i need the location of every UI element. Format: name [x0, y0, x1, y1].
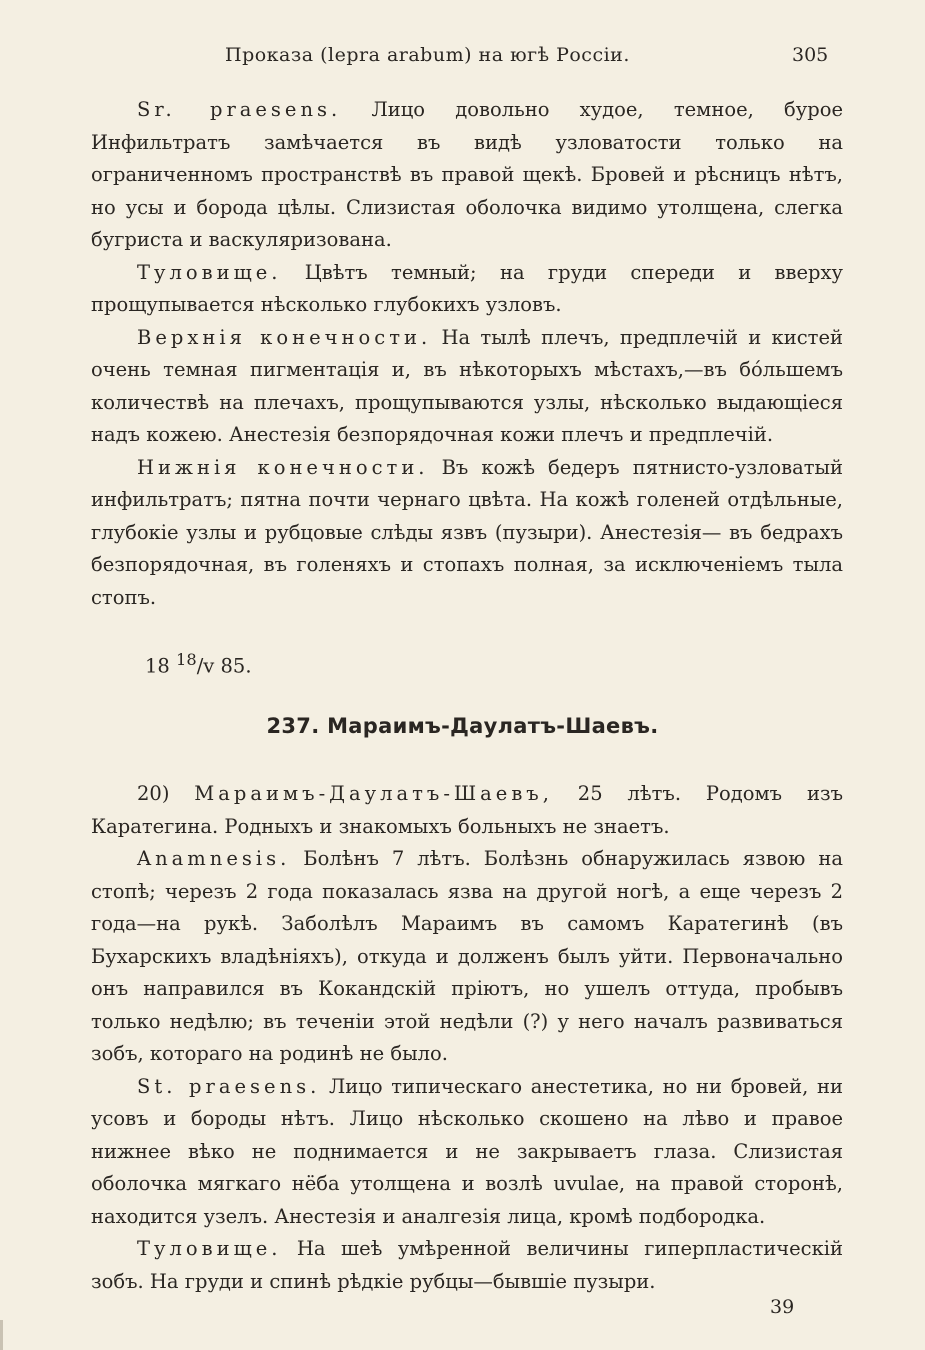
status-praesens-paragraph [91, 94, 843, 257]
trunk-paragraph [91, 1233, 843, 1298]
examination-date [145, 650, 252, 678]
date-day: 18 [176, 650, 197, 669]
anamnesis-label: Anamnesis. [137, 847, 291, 870]
status-praesens-text: Лицо довольно худое, темное, бурое Инфильтратъ замѣчается въ видѣ узловатости только на ограниченномъ пространствѣ въ правой щекѣ. Бровей и рѣсницъ нѣтъ, но усы и борода цѣлы. Слизистая оболочка видимо утолщена, слегка бугриста и васкуляризована. [91, 98, 844, 251]
lower-limbs-paragraph [91, 452, 843, 615]
anamnesis-text: Болѣнъ 7 лѣтъ. Болѣзнь обнаружилась язвою на стопѣ; черезъ 2 года показалась язва на другой ногѣ, а еще черезъ 2 года—на рукѣ. Заболѣлъ Мараимъ въ самомъ Каратегинѣ (въ Бухарскихъ владѣніяхъ), откуда и долженъ былъ уйти. Первоначально онъ направился въ Кокандскій пріютъ, но ушелъ оттуда, пробывъ только недѣлю; въ теченіи этой недѣли (?) у него началъ развиваться зобъ, котораго на родинѣ не было. [91, 847, 843, 1065]
case-236-continued [91, 94, 843, 614]
anamnesis-paragraph [91, 843, 843, 1071]
patient-name: Мараимъ-Даулатъ-Шаевъ, [194, 782, 553, 805]
date-year-prefix: 18 [145, 654, 170, 678]
trunk-text: На шеѣ умѣренной величины гиперпластическій зобъ. На груди и спинѣ рѣдкіе рубцы—бывшіе пузыри. [91, 1237, 843, 1293]
page-edge-mark [0, 1320, 3, 1350]
page-number: 305 [792, 44, 829, 66]
case-number: 20) [137, 782, 170, 805]
status-praesens-label: St. praesens. [137, 1074, 321, 1098]
upper-limbs-text: На тылѣ плечъ, предплечій и кистей очень темная пигментація и, въ нѣкоторыхъ мѣстахъ,—въ бóльшемъ количествѣ на плечахъ, прощупываются узлы, нѣсколько выдающіеся надъ кожею. Анестезія безпорядочная кожи плечъ и предплечій. [91, 325, 843, 446]
status-praesens-label: Sr. praesens. [137, 98, 342, 121]
trunk-label: Туловище. [137, 1237, 282, 1260]
lower-limbs-text: Въ кожѣ бедеръ пятнисто-узловатый инфильтратъ; пятна почти чернаго цвѣта. На кожѣ голеней отдѣльные, глубокіе узлы и рубцовые слѣды язвъ (пузыри). Анестезія— въ бедрахъ безпорядочная, въ голеняхъ и стопахъ полная, за исключеніемъ тыла стопъ. [91, 455, 844, 609]
upper-limbs-paragraph [91, 322, 843, 452]
trunk-text: Цвѣтъ темный; на груди спереди и вверху прощупывается нѣсколько глубокихъ узловъ. [91, 260, 843, 316]
upper-limbs-label: Верхнія конечности. [137, 325, 432, 349]
trunk-label: Туловище. [137, 260, 282, 284]
signature-mark: 39 [770, 1296, 795, 1318]
intro-text: 25 лѣтъ. Родомъ изъ Каратегина. Родныхъ и знакомыхъ больныхъ не знаетъ. [91, 782, 843, 838]
running-title: Проказа (lepra arabum) на югѣ Россіи. [225, 44, 630, 66]
status-praesens-text: Лицо типическаго анестетика, но ни бровей, ни усовъ и бороды нѣтъ. Лицо нѣсколько скошено на лѣво и правое нижнее вѣко не поднимается и не закрываетъ глаза. Слизистая оболочка мягкаго нёба утолщена и возлѣ uvulae, на правой сторонѣ, находится узелъ. Анестезія и аналгезія лица, кромѣ подбородка. [91, 1074, 844, 1228]
lower-limbs-label: Нижнія конечности. [137, 455, 429, 479]
case-237 [91, 778, 843, 1298]
status-praesens-paragraph [91, 1071, 843, 1234]
section-heading: 237. Мараимъ-Даулатъ-Шаевъ. [266, 714, 659, 738]
intro-paragraph [91, 778, 843, 843]
trunk-paragraph [91, 257, 843, 322]
date-rest: /v 85. [196, 654, 252, 678]
